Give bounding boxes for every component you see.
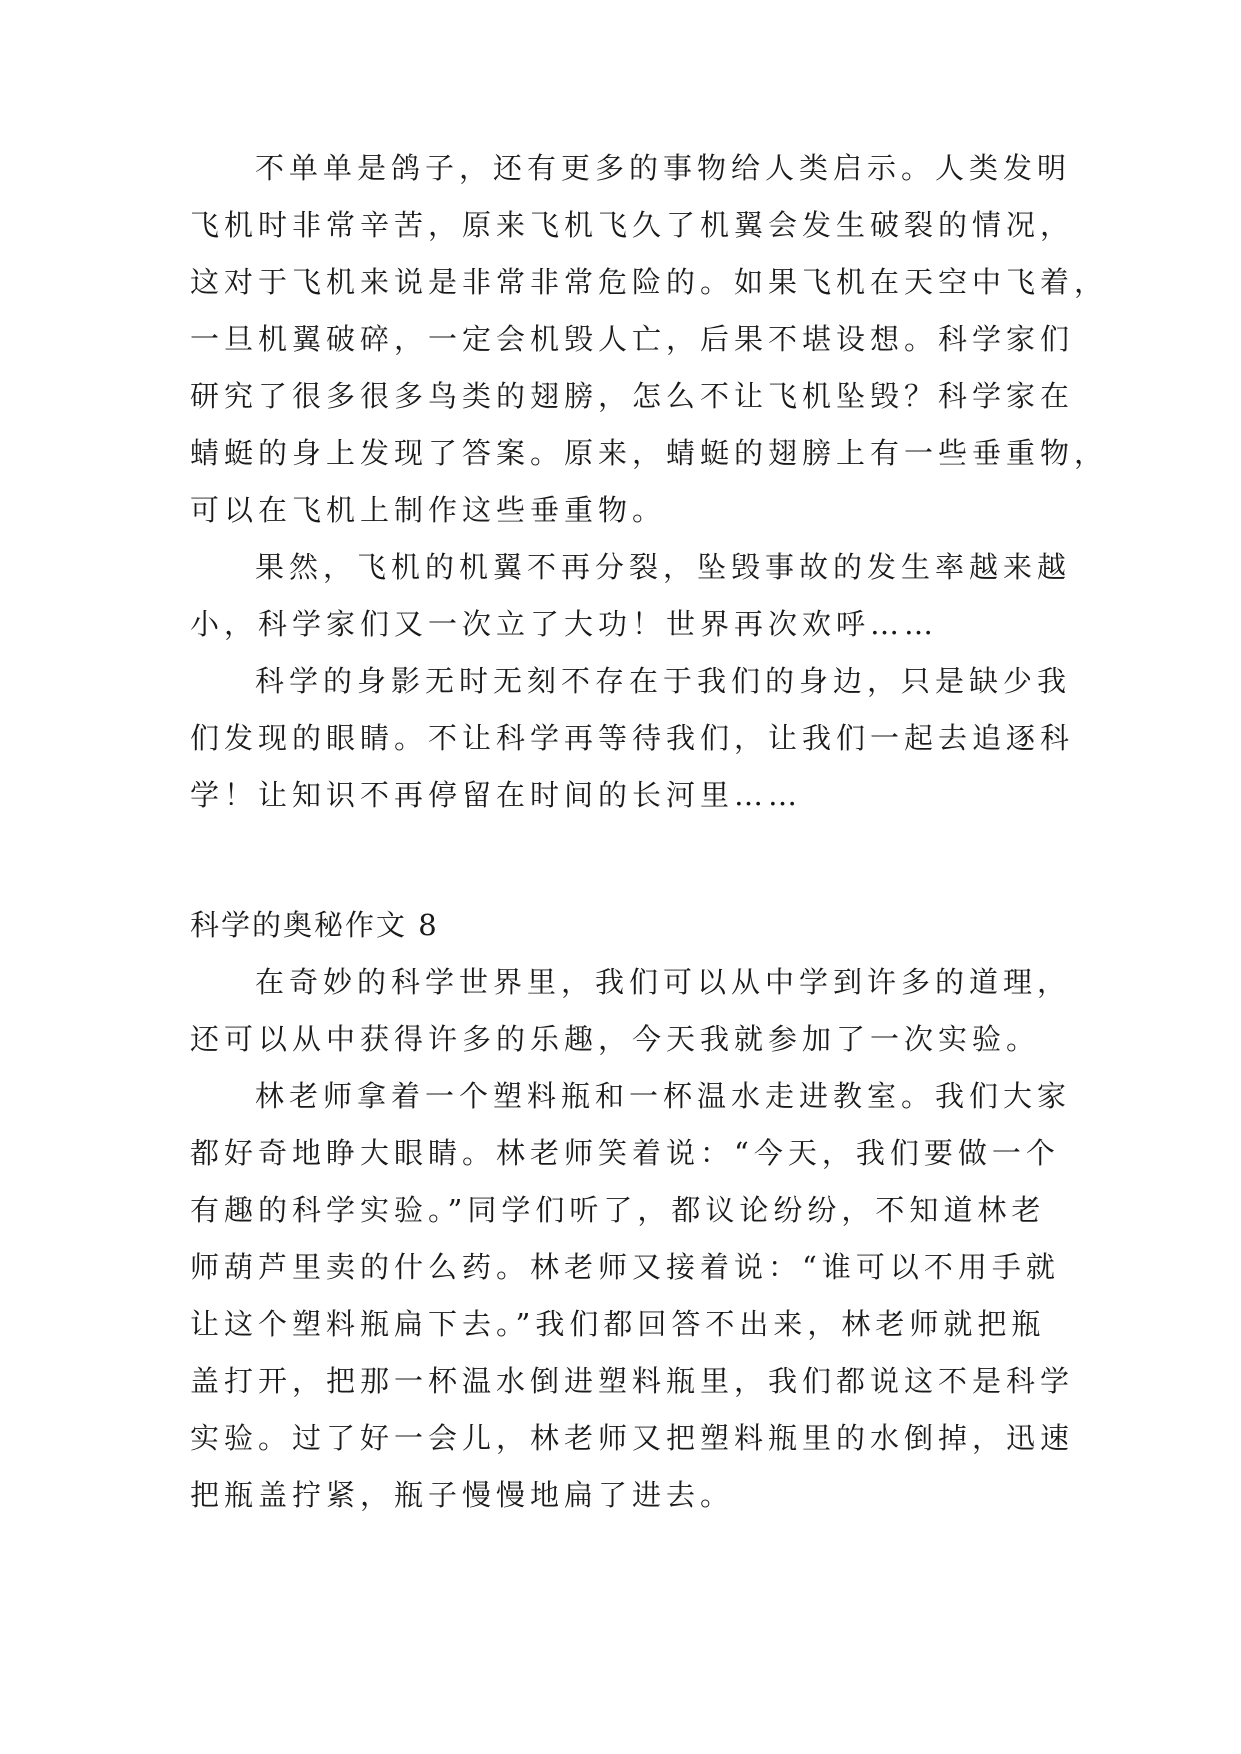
paragraph-line: 飞机时非常辛苦，原来飞机飞久了机翼会发生破裂的情况，: [190, 208, 1075, 242]
paragraph-line: 果然，飞机的机翼不再分裂，坠毁事故的发生率越来越: [255, 550, 1072, 584]
paragraph-line: 在奇妙的科学世界里，我们可以从中学到许多的道理，: [255, 965, 1072, 999]
paragraph-line: 还可以从中获得许多的乐趣，今天我就参加了一次实验。: [190, 1022, 1041, 1056]
paragraph-line: 研究了很多很多鸟类的翅膀，怎么不让飞机坠毁？科学家在: [190, 379, 1075, 413]
paragraph-line: 们发现的眼睛。不让科学再等待我们，让我们一起去追逐科: [190, 721, 1075, 755]
paragraph-line: 实验。过了好一会儿，林老师又把塑料瓶里的水倒掉，迅速: [190, 1421, 1075, 1455]
paragraph-line: 盖打开，把那一杯温水倒进塑料瓶里，我们都说这不是科学: [190, 1364, 1075, 1398]
paragraph-line: 把瓶盖拧紧，瓶子慢慢地扁了进去。: [190, 1478, 735, 1512]
paragraph-line: 可以在飞机上制作这些垂重物。: [190, 493, 667, 527]
paragraph-line: 学！让知识不再停留在时间的长河里……: [190, 778, 803, 812]
paragraph-line: 小，科学家们又一次立了大功！世界再次欢呼……: [190, 607, 939, 641]
paragraph-line: 林老师拿着一个塑料瓶和一杯温水走进教室。我们大家: [255, 1079, 1072, 1113]
paragraph-line: 都好奇地睁大眼睛。林老师笑着说：“今天，我们要做一个: [190, 1136, 1060, 1170]
paragraph-line: 科学的身影无时无刻不存在于我们的身边，只是缺少我: [255, 664, 1072, 698]
paragraph-line: 不单单是鸽子，还有更多的事物给人类启示。人类发明: [255, 151, 1072, 185]
paragraph-line: 一旦机翼破碎，一定会机毁人亡，后果不堪设想。科学家们: [190, 322, 1075, 356]
paragraph-line: 让这个塑料瓶扁下去。”我们都回答不出来，林老师就把瓶: [190, 1307, 1046, 1341]
section-heading: 科学的奥秘作文 8: [190, 908, 439, 942]
paragraph-line: 有趣的科学实验。”同学们听了，都议论纷纷，不知道林老: [190, 1193, 1046, 1227]
paragraph-line: 师葫芦里卖的什么药。林老师又接着说：“谁可以不用手就: [190, 1250, 1060, 1284]
paragraph-line: 蜻蜓的身上发现了答案。原来，蜻蜓的翅膀上有一些垂重物，: [190, 436, 1109, 470]
paragraph-line: 这对于飞机来说是非常非常危险的。如果飞机在天空中飞着，: [190, 265, 1109, 299]
